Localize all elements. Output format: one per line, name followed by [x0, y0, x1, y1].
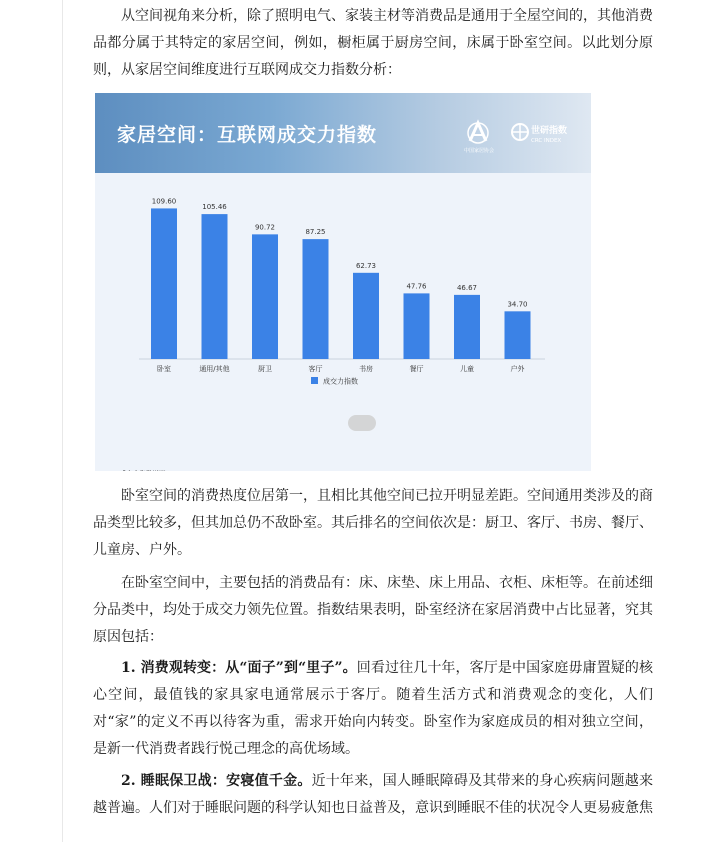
- bar-1: [202, 214, 228, 359]
- chart-body: [95, 173, 591, 471]
- x-tick-label-6: 儿童: [460, 365, 474, 373]
- x-tick-label-5: 餐厅: [409, 365, 424, 373]
- figure-header: [95, 93, 591, 173]
- bar-6: [454, 295, 480, 359]
- bar-5: [404, 293, 430, 359]
- x-tick-label-2: 厨卫: [258, 365, 272, 373]
- figure-title: 家居空间：互联网成交力指数: [117, 124, 378, 146]
- x-tick-label-0: 卧室: [157, 365, 171, 373]
- legend-swatch: [311, 377, 318, 384]
- x-tick-label-4: 书房: [359, 365, 373, 373]
- list-item-1-heading: 1. 消费观转变：从“面子”到“里子”。: [121, 660, 357, 676]
- bar-value-label-7: 34.70: [507, 300, 528, 309]
- bar-0: [151, 208, 177, 359]
- notes-title: [120, 469, 570, 471]
- x-tick-label-1: 通用/其他: [199, 365, 230, 373]
- list-item-1: [93, 655, 653, 763]
- bar-4: [353, 273, 379, 359]
- scroll-indicator[interactable]: [348, 415, 376, 431]
- crc-index-logo-icon: [511, 120, 591, 154]
- bar-7: [505, 311, 531, 359]
- logo1-text: 中国家居协会: [464, 148, 495, 154]
- bar-value-label-0: 109.60: [151, 197, 177, 206]
- list-item-1-body: 回看过往几十年，客厅是中国家庭毋庸置疑的核心空间，最值钱的家具家电通常展示于客厅。随着生活方式和消费观念的变化，人们对“家”的定义不再以待客为重，需求开始向内转变。卧室作为家庭成员的相对独立空间，是新一代消费者践行悦己理念的高优场域。: [93, 660, 654, 757]
- bar-value-label-1: 105.46: [202, 203, 227, 212]
- legend-label: 成交力指数: [323, 377, 358, 386]
- x-tick-label-3: 客厅: [308, 365, 323, 373]
- bar-3: [303, 239, 329, 359]
- bar-value-label-2: 90.72: [254, 223, 276, 232]
- list-item-2: [93, 768, 653, 822]
- bar-value-label-4: 62.73: [355, 261, 377, 270]
- list-item-2-body: 近十年来，国人睡眠障碍及其带来的身心疾病问题越来越普遍。人们对于睡眠问题的科学认知也日益普及，意识到睡眠不佳的状况令人更易疲惫焦: [93, 773, 653, 816]
- chart-figure: [95, 93, 591, 471]
- x-tick-label-7: 户外: [510, 365, 525, 373]
- logo2-main: 世研指数: [531, 126, 568, 136]
- bar-value-label-6: 46.67: [456, 283, 478, 292]
- paragraph-intro: 从空间视角来分析，除了照明电气、家装主材等消费品是通用于全屋空间的，其他消费品都分属于其特定的家居空间，例如，橱柜属于厨房空间，床属于卧室空间。以此划分原则，从家居空间维度进行互联网成交力指数分析：: [93, 8, 653, 78]
- bar-2: [252, 234, 278, 359]
- bar-value-label-5: 47.76: [406, 282, 427, 291]
- page-edge: [62, 0, 63, 842]
- paragraph-ranking: 卧室空间的消费热度位居第一，且相比其他空间已拉开明显差距。空间通用类涉及的商品类型比较多，但其加总仍不敌卧室。其后排名的空间依次是：厨卫、客厅、书房、餐厅、儿童房、户外。: [93, 488, 653, 558]
- paragraph-bedroom: 在卧室空间中，主要包括的消费品有：床、床垫、床上用品、衣柜、床柜等。在前述细分品类中，均处于成交力领先位置。指数结果表明，卧室经济在家居消费中占比显著，究其原因包括：: [93, 575, 653, 645]
- logo2-sub: CRC INDEX: [531, 138, 562, 144]
- list-item-2-heading: 2. 睡眠保卫战：安寝值千金。: [121, 773, 312, 789]
- chart-notes: [120, 469, 570, 471]
- bar-value-label-3: 87.25: [305, 228, 326, 237]
- bar-chart: [95, 173, 591, 388]
